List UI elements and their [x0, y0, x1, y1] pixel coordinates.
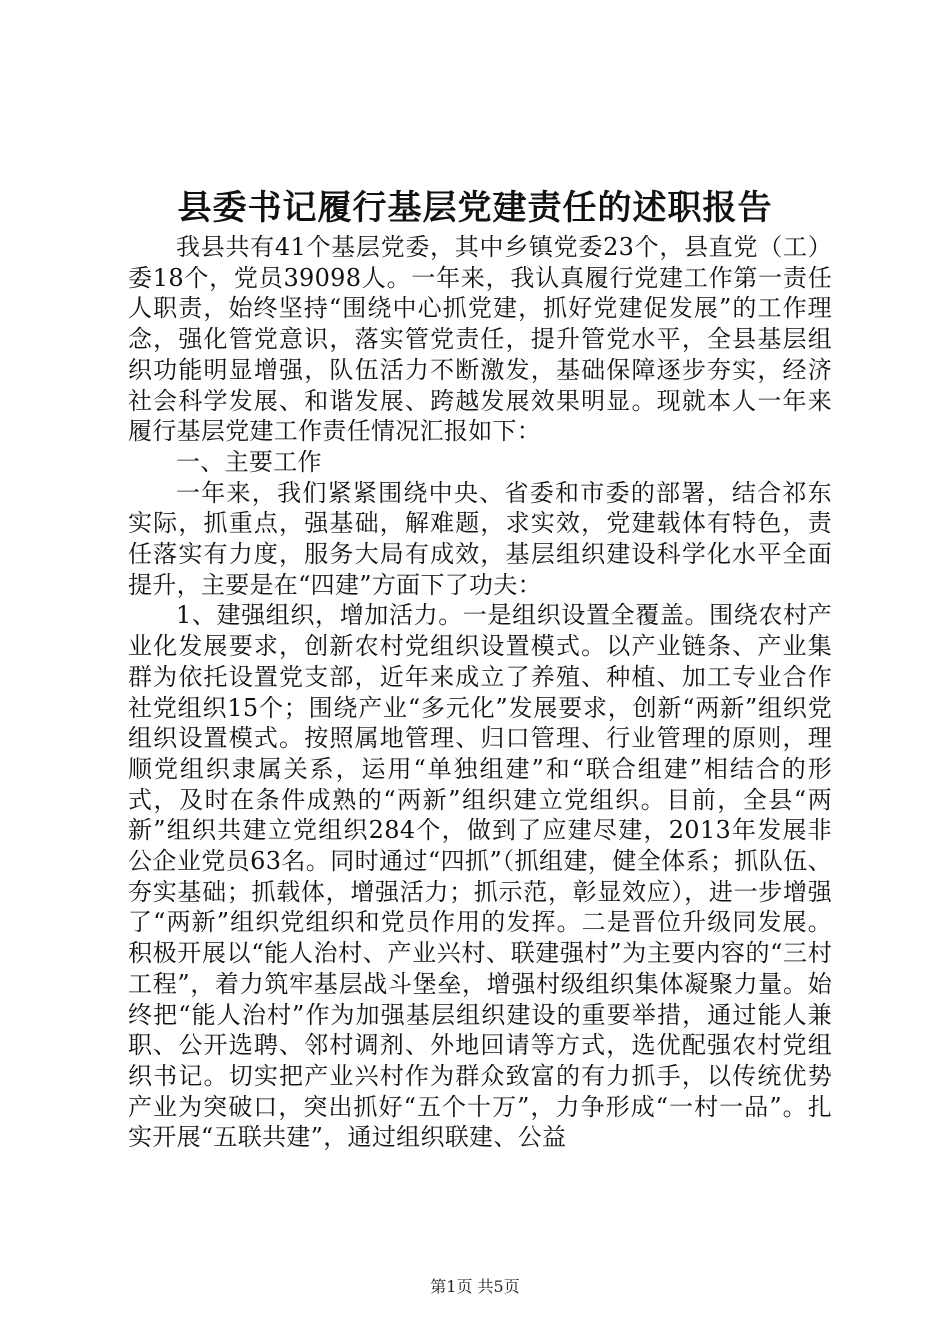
- paragraph-item-1: 1、建强组织，增加活力。一是组织设置全覆盖。围绕农村产业化发展要求，创新农村党组织设置模式。以产业链条、产业集群为依托设置党支部，近年来成立了养殖、种植、加工专业合作社党组织15个；围绕产业“多元化”发展要求，创新“两新”组织党组织设置模式。按照属地管理、归口管理、行业管理的原则，理顺党组织隶属关系，运用“单独组建”和“联合组建”相结合的形式，及时在条件成熟的“两新”组织建立党组织。目前，全县“两新”组织共建立党组织284个，做到了应建尽建，2013年发展非公企业党员63名。同时通过“四抓”（抓组建，健全体系；抓队伍、夯实基础；抓载体，增强活力；抓示范，彰显效应），进一步增强了“两新”组织党组织和党员作用的发挥。二是晋位升级同发展。积极开展以“能人治村、产业兴村、联建强村”为主要内容的“三村工程”，着力筑牢基层战斗堡垒，增强村级组织集体凝聚力量。始终把“能人治村”作为加强基层组织建设的重要举措，通过能人兼职、公开选聘、邻村调剂、外地回请等方式，选优配强农村党组织书记。切实把产业兴村作为群众致富的有力抓手，以传统优势产业为突破口，突出抓好“五个十万”，力争形成“一村一品”。扎实开展“五联共建”，通过组织联建、公益: [128, 601, 832, 1152]
- document-title: 县委书记履行基层党建责任的述职报告: [177, 188, 773, 228]
- paragraph-overview: 一年来，我们紧紧围绕中央、省委和市委的部署，结合祁东实际，抓重点，强基础，解难题，求实效，党建载体有特色，责任落实有力度，服务大局有成效，基层组织建设科学化水平全面提升，主要是在“四建”方面下了功夫：: [128, 478, 832, 599]
- page-number-footer: 第1页 共5页: [430, 1277, 520, 1296]
- document-body: [128, 232, 832, 1153]
- paragraph-intro: 我县共有41个基层党委，其中乡镇党委23个，县直党（工）委18个，党员39098人。一年来，我认真履行党建工作第一责任人职责，始终坚持“围绕中心抓党建，抓好党建促发展”的工作理念，强化管党意识，落实管党责任，提升管党水平，全县基层组织功能明显增强，队伍活力不断激发，基础保障逐步夯实，经济社会科学发展、和谐发展、跨越发展效果明显。现就本人一年来履行基层党建工作责任情况汇报如下：: [128, 233, 832, 446]
- section-heading-main-work: 一、主要工作: [176, 447, 322, 476]
